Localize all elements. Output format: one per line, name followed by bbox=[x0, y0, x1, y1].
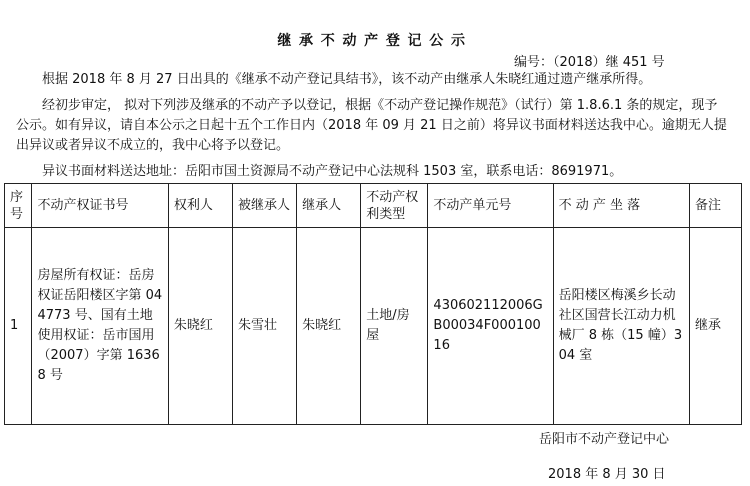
cell-heir: 朱晓红 bbox=[297, 228, 361, 425]
issuing-organization: 岳阳市不动产登记中心 bbox=[539, 432, 670, 447]
table-row bbox=[5, 228, 742, 425]
header-seq: 序号 bbox=[5, 184, 32, 228]
paragraph-notice: 经初步审定， 拟对下列涉及继承的不动产予以登记，根据《不动产登记操作规范》（试行）第 1.8.6.1 条的规定，现予公示。如有异议，请自本公示之日起十五个工作日内（2018 年 09 月 21 日之前）将异议书面材料送达我中心。逾期无人提出异议或者异议不成立的，我中心将予以登记。 bbox=[16, 98, 727, 153]
paragraph-address: 异议书面材料送达地址：岳阳市国土资源局不动产登记中心法规科 1503 室，联系电话：8691971。 bbox=[42, 164, 623, 179]
table-header-row bbox=[5, 184, 742, 228]
cell-location: 岳阳楼区梅溪乡长动社区国营长江动力机械厂 8 栋（15 幢）304 室 bbox=[553, 228, 689, 425]
header-location: 不 动 产 坐 落 bbox=[553, 184, 689, 228]
header-decedent: 被继承人 bbox=[233, 184, 297, 228]
header-right-type: 不动产权利类型 bbox=[361, 184, 428, 228]
cell-seq: 1 bbox=[5, 228, 32, 425]
cell-note: 继承 bbox=[690, 228, 742, 425]
inheritance-table bbox=[4, 183, 742, 425]
header-cert: 不动产权证书号 bbox=[32, 184, 168, 228]
cell-decedent: 朱雪壮 bbox=[233, 228, 297, 425]
cell-unit-no: 430602112006GB00034F00010016 bbox=[428, 228, 553, 425]
header-owner: 权利人 bbox=[168, 184, 232, 228]
header-unit-no: 不动产单元号 bbox=[428, 184, 553, 228]
cell-cert: 房屋所有权证：岳房权证岳阳楼区字第 044773 号、国有土地使用权证：岳市国用（2007）字第 16368 号 bbox=[32, 228, 168, 425]
cell-right-type: 土地/房屋 bbox=[361, 228, 428, 425]
header-heir: 继承人 bbox=[297, 184, 361, 228]
cell-owner: 朱晓红 bbox=[168, 228, 232, 425]
header-note: 备注 bbox=[690, 184, 742, 228]
document-number: 编号：（2018）继 451 号 bbox=[514, 55, 665, 70]
document-title: 继承不动产登记公示 bbox=[277, 33, 473, 49]
paragraph-basis: 根据 2018 年 8 月 27 日出具的《继承不动产登记具结书》，该不动产由继承人朱晓红通过遗产继承所得。 bbox=[42, 72, 652, 87]
issue-date: 2018 年 8 月 30 日 bbox=[548, 467, 666, 482]
